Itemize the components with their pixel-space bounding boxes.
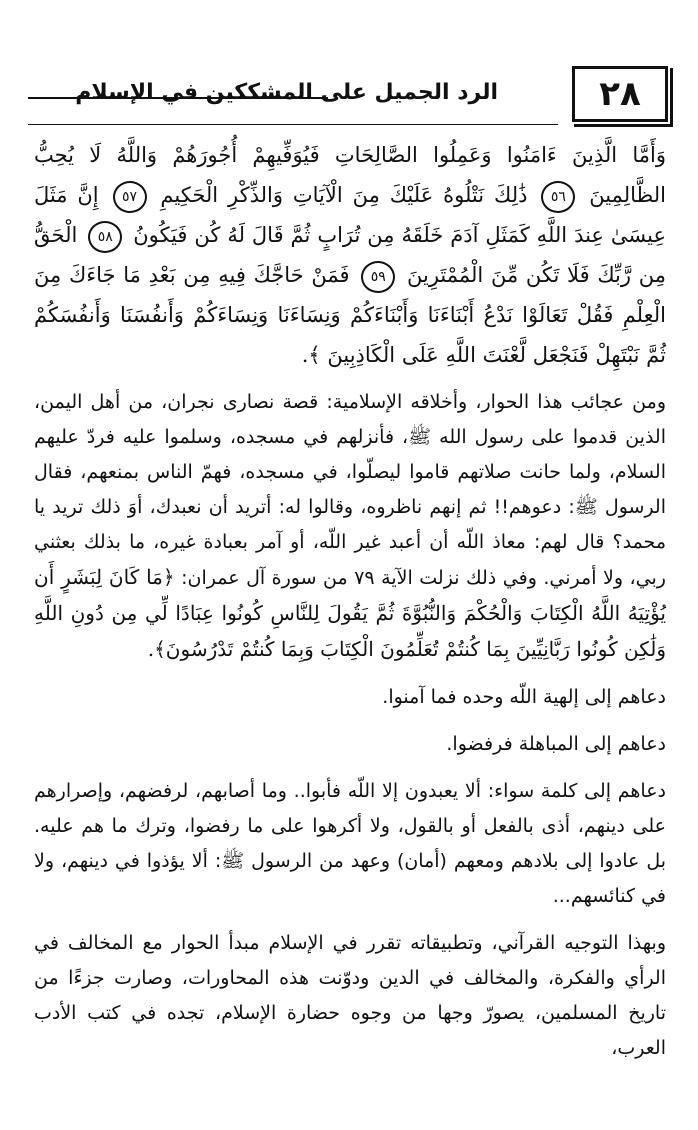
closing-brace: ﴾. xyxy=(301,343,321,367)
page-header xyxy=(28,62,668,130)
verse-text: ذَٰلِكَ نَتْلُوهُ عَلَيْكَ مِنَ الْآيَاتِ وَالذِّكْرِ الْحَكِيمِ xyxy=(160,183,528,207)
verse-text: فَمَنْ حَاجَّكَ فِيهِ مِن بَعْدِ مَا جَاءَكَ مِنَ الْعِلْمِ فَقُلْ تَعَالَوْا نَدْعُ أَبْنَاءَنَا وَأَبْنَاءَكُمْ وَنِسَاءَنَا وَنِسَاءَكُمْ وَأَنفُسَنَا وَأَنفُسَكُمْ ثُمَّ نَبْتَهِلْ فَنَجْعَل لَّعْنَتَ اللَّهِ عَلَى الْكَاذِبِينَ xyxy=(34,263,666,367)
header-rule xyxy=(28,124,558,125)
title-rule xyxy=(28,97,328,99)
page-body xyxy=(34,135,666,1078)
ayah-number-marker: ٥٨ xyxy=(88,221,122,253)
quran-quote: ﴿مَا كَانَ لِبَشَرٍ أَن يُؤْتِيَهُ اللَّهُ الْكِتَابَ وَالْحُكْمَ وَالنُّبُوَّةَ ثُمَّ يَقُولَ لِلنَّاسِ كُونُوا عِبَادًا لِّي مِن دُونِ اللَّهِ وَلَٰكِن كُونُوا رَبَّانِيِّينَ بِمَا كُنتُمْ تُعَلِّمُونَ الْكِتَابَ وَبِمَا كُنتُمْ تَدْرُسُونَ﴾. xyxy=(34,565,666,661)
page-number: ٢٨ xyxy=(572,66,668,122)
verse-text: إِنَّ مَثَلَ عِيسَىٰ عِندَ اللَّهِ كَمَثَلِ آدَمَ خَلَقَهُ مِن تُرَابٍ ثُمَّ قَالَ لَهُ كُن فَيَكُونُ xyxy=(34,183,666,247)
paragraph-text: ومن عجائب هذا الحوار، وأخلاقه الإسلامية: قصة نصارى نجران، من أهل اليمن، الذين قدموا على رسول الله ﷺ، فأنزلهم في مسجده، وسلموا عليه فردّ عليهم السلام، ولما حانت صلاتهم قاموا ليصلّوا، في مسجده، فهمّ الناس بمنعهم، فقال الرسول ﷺ: دعوهم!! ثم إنهم ناظروه، وقالوا له: أتريد أن نعبدك، أوَ ذلك تريد يا محمد؟ قال لهم: معاذ اللّه أن أعبد غير اللّه، أو آمر بعبادة غيره، ما بذلك بعثني ربي، ولا أمرني. وفي ذلك نزلت الآية ٧٩ من سورة آل عمران: xyxy=(34,391,666,589)
ayah-number-marker: ٥٩ xyxy=(361,261,395,293)
paragraph-mubahala: دعاهم إلى المباهلة فرفضوا. xyxy=(446,733,666,755)
running-title: الرد الجميل على المشككين في الإسلام xyxy=(75,80,498,105)
paragraph-dialogue-principle: وبهذا التوجيه القرآني، وتطبيقاته تقرر في الإسلام مبدأ الحوار مع المخالف في الرأي والفكرة، والمخالف في الدين ودوّنت هذه المحاورات، وصارت جزءًا من تاريخ المسلمين، يصورّ وجها من وجوه حضارة الإسلام، تجده في كتب الأدب العرب، xyxy=(34,932,666,1059)
ayah-number-marker: ٥٧ xyxy=(113,181,147,213)
verse-text: الْحَقُّ مِن رَّبِّكَ فَلَا تَكُن مِّنَ الْمُمْتَرِينَ xyxy=(34,223,666,287)
verse-text: وَأَمَّا الَّذِينَ ءَامَنُوا وَعَمِلُوا الصَّالِحَاتِ فَيُوَفِّيهِمْ أُجُورَهُمْ وَاللَّهُ لَا يُحِبُّ الظَّالِمِينَ xyxy=(34,143,666,207)
ayah-number-marker: ٥٦ xyxy=(541,181,575,213)
paragraph-najran xyxy=(34,385,666,668)
paragraph-divinity: دعاهم إلى إلهية اللّه وحده فما آمنوا. xyxy=(382,686,666,708)
quran-verses xyxy=(34,135,666,375)
paragraph-common-word: دعاهم إلى كلمة سواء: ألا يعبدون إلا اللّه فأبوا.. وما أصابهم، لرفضهم، وإصرارهم على دينهم، أذى بالفعل أو بالقول، ولا أكرهوا على ما رفضوا، وترك ما هم عليه. بل عادوا إلى بلادهم ومعهم (أمان) وعهد من الرسول ﷺ: ألا يؤذوا في دينهم، ولا في كنائسهم... xyxy=(34,780,666,907)
